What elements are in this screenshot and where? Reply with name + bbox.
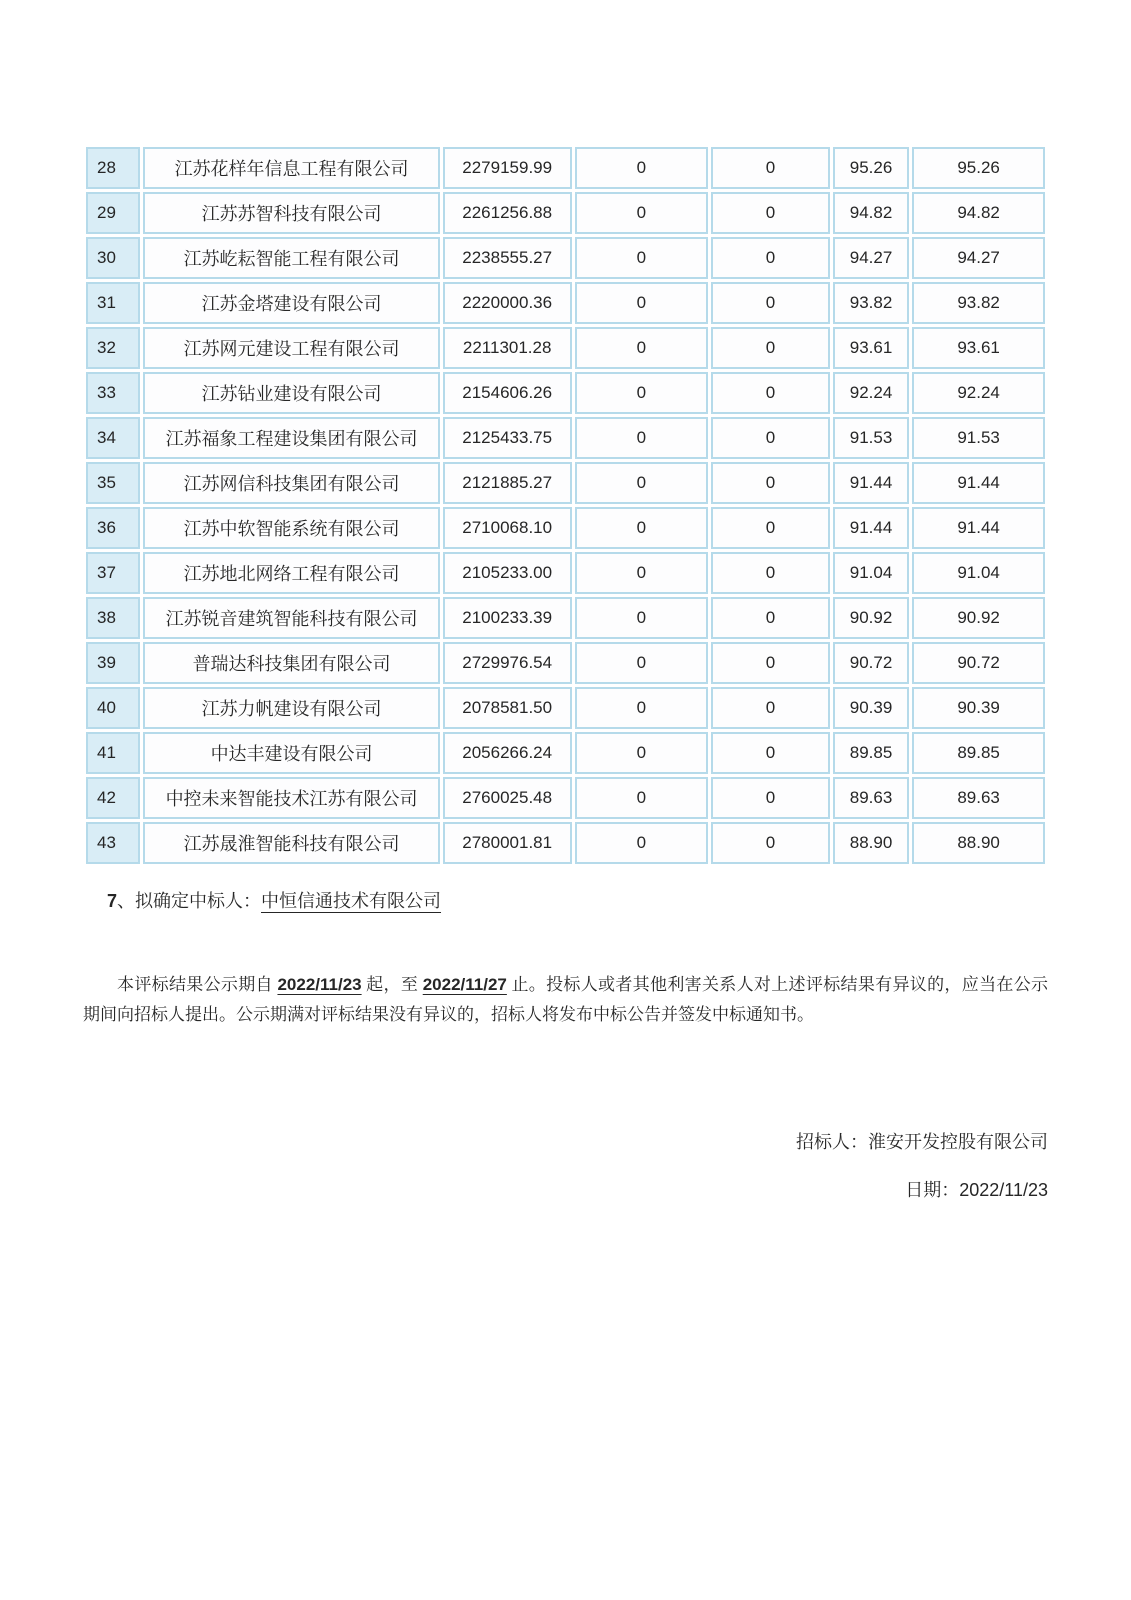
bid-amount-cell: 2121885.27 <box>443 462 572 504</box>
bid-amount-cell: 2154606.26 <box>443 372 572 414</box>
rank-cell: 34 <box>86 417 140 459</box>
company-cell: 江苏锐音建筑智能科技有限公司 <box>143 597 440 639</box>
score-cell: 89.63 <box>833 777 909 819</box>
score-cell: 94.27 <box>833 237 909 279</box>
company-cell: 江苏苏智科技有限公司 <box>143 192 440 234</box>
table-row <box>86 642 1045 684</box>
bid-amount-cell: 2105233.00 <box>443 552 572 594</box>
table-row <box>86 777 1045 819</box>
notice-text-3: 止。投标人或者其他利害关系人对上述评标结果有异议的，应当在公示期间向招标人提出。公示期满对评标结果没有异议的，招标人将发布中标公告并签发中标通知书。 <box>83 975 1049 1024</box>
score-cell: 88.90 <box>833 822 909 864</box>
final-score-cell: 89.85 <box>912 732 1045 774</box>
company-cell: 江苏屹耘智能工程有限公司 <box>143 237 440 279</box>
score-cell: 93.61 <box>833 327 909 369</box>
table-row <box>86 597 1045 639</box>
company-cell: 江苏金塔建设有限公司 <box>143 282 440 324</box>
value-cell-1: 0 <box>575 372 709 414</box>
rank-cell: 29 <box>86 192 140 234</box>
table-row <box>86 732 1045 774</box>
value-cell-1: 0 <box>575 462 709 504</box>
bidder-label: 招标人： <box>796 1132 868 1152</box>
table-row <box>86 507 1045 549</box>
publicity-end-date: 2022/11/27 <box>422 975 507 994</box>
value-cell-2: 0 <box>711 552 830 594</box>
score-cell: 90.92 <box>833 597 909 639</box>
value-cell-1: 0 <box>575 552 709 594</box>
rank-cell: 30 <box>86 237 140 279</box>
value-cell-1: 0 <box>575 777 709 819</box>
score-cell: 92.24 <box>833 372 909 414</box>
value-cell-1: 0 <box>575 642 709 684</box>
rank-cell: 38 <box>86 597 140 639</box>
bid-amount-cell: 2125433.75 <box>443 417 572 459</box>
rank-cell: 28 <box>86 147 140 189</box>
value-cell-2: 0 <box>711 327 830 369</box>
table-row <box>86 192 1045 234</box>
value-cell-1: 0 <box>575 732 709 774</box>
value-cell-2: 0 <box>711 642 830 684</box>
table-row <box>86 822 1045 864</box>
date-label: 日期： <box>905 1180 960 1200</box>
rank-cell: 39 <box>86 642 140 684</box>
score-cell: 90.39 <box>833 687 909 729</box>
bidder-line <box>83 1130 1048 1154</box>
company-cell: 中达丰建设有限公司 <box>143 732 440 774</box>
score-cell: 91.44 <box>833 507 909 549</box>
final-score-cell: 93.61 <box>912 327 1045 369</box>
table-row <box>86 327 1045 369</box>
score-cell: 90.72 <box>833 642 909 684</box>
rank-cell: 31 <box>86 282 140 324</box>
winner-name: 中恒信通技术有限公司 <box>261 891 442 911</box>
bid-amount-cell: 2078581.50 <box>443 687 572 729</box>
date-value: 2022/11/23 <box>959 1180 1048 1200</box>
rank-cell: 43 <box>86 822 140 864</box>
signature-block <box>83 1130 1048 1202</box>
bid-amount-cell: 2261256.88 <box>443 192 572 234</box>
score-cell: 91.04 <box>833 552 909 594</box>
results-table <box>83 144 1048 867</box>
company-cell: 江苏中软智能系统有限公司 <box>143 507 440 549</box>
final-score-cell: 91.04 <box>912 552 1045 594</box>
value-cell-1: 0 <box>575 507 709 549</box>
company-cell: 江苏力帆建设有限公司 <box>143 687 440 729</box>
table-row <box>86 552 1045 594</box>
value-cell-2: 0 <box>711 597 830 639</box>
company-cell: 江苏花样年信息工程有限公司 <box>143 147 440 189</box>
publicity-start-date: 2022/11/23 <box>277 975 362 994</box>
bidder-name: 淮安开发控股有限公司 <box>868 1132 1048 1152</box>
company-cell: 江苏晟淮智能科技有限公司 <box>143 822 440 864</box>
bid-amount-cell: 2760025.48 <box>443 777 572 819</box>
final-score-cell: 91.44 <box>912 462 1045 504</box>
value-cell-1: 0 <box>575 417 709 459</box>
final-score-cell: 91.53 <box>912 417 1045 459</box>
rank-cell: 36 <box>86 507 140 549</box>
bid-amount-cell: 2238555.27 <box>443 237 572 279</box>
final-score-cell: 89.63 <box>912 777 1045 819</box>
value-cell-1: 0 <box>575 687 709 729</box>
bid-amount-cell: 2279159.99 <box>443 147 572 189</box>
company-cell: 江苏福象工程建设集团有限公司 <box>143 417 440 459</box>
value-cell-2: 0 <box>711 237 830 279</box>
final-score-cell: 93.82 <box>912 282 1045 324</box>
rank-cell: 37 <box>86 552 140 594</box>
value-cell-2: 0 <box>711 507 830 549</box>
value-cell-1: 0 <box>575 192 709 234</box>
bid-amount-cell: 2780001.81 <box>443 822 572 864</box>
value-cell-2: 0 <box>711 282 830 324</box>
publicity-notice <box>83 970 1048 1030</box>
company-cell: 江苏网信科技集团有限公司 <box>143 462 440 504</box>
bid-amount-cell: 2220000.36 <box>443 282 572 324</box>
value-cell-1: 0 <box>575 237 709 279</box>
value-cell-1: 0 <box>575 597 709 639</box>
score-cell: 94.82 <box>833 192 909 234</box>
rank-cell: 35 <box>86 462 140 504</box>
table-row <box>86 237 1045 279</box>
final-score-cell: 90.72 <box>912 642 1045 684</box>
table-row <box>86 282 1045 324</box>
company-cell: 中控未来智能技术江苏有限公司 <box>143 777 440 819</box>
table-row <box>86 462 1045 504</box>
notice-text-1: 本评标结果公示期自 <box>117 975 278 994</box>
value-cell-2: 0 <box>711 777 830 819</box>
value-cell-1: 0 <box>575 282 709 324</box>
company-cell: 江苏网元建设工程有限公司 <box>143 327 440 369</box>
section-number: 7 <box>107 891 118 911</box>
date-line <box>83 1178 1048 1202</box>
bid-amount-cell: 2710068.10 <box>443 507 572 549</box>
value-cell-2: 0 <box>711 147 830 189</box>
score-cell: 91.44 <box>833 462 909 504</box>
value-cell-1: 0 <box>575 147 709 189</box>
bid-amount-cell: 2100233.39 <box>443 597 572 639</box>
rank-cell: 32 <box>86 327 140 369</box>
company-cell: 普瑞达科技集团有限公司 <box>143 642 440 684</box>
score-cell: 95.26 <box>833 147 909 189</box>
notice-text-2: 起，至 <box>361 975 423 994</box>
value-cell-1: 0 <box>575 822 709 864</box>
rank-cell: 40 <box>86 687 140 729</box>
value-cell-1: 0 <box>575 327 709 369</box>
final-score-cell: 94.82 <box>912 192 1045 234</box>
bid-amount-cell: 2211301.28 <box>443 327 572 369</box>
score-cell: 89.85 <box>833 732 909 774</box>
final-score-cell: 88.90 <box>912 822 1045 864</box>
value-cell-2: 0 <box>711 462 830 504</box>
final-score-cell: 91.44 <box>912 507 1045 549</box>
final-score-cell: 90.92 <box>912 597 1045 639</box>
value-cell-2: 0 <box>711 192 830 234</box>
final-score-cell: 95.26 <box>912 147 1045 189</box>
table-row <box>86 417 1045 459</box>
bid-amount-cell: 2056266.24 <box>443 732 572 774</box>
bid-amount-cell: 2729976.54 <box>443 642 572 684</box>
score-cell: 91.53 <box>833 417 909 459</box>
company-cell: 江苏钻业建设有限公司 <box>143 372 440 414</box>
table-row <box>86 687 1045 729</box>
value-cell-2: 0 <box>711 687 830 729</box>
value-cell-2: 0 <box>711 372 830 414</box>
final-score-cell: 90.39 <box>912 687 1045 729</box>
table-row <box>86 372 1045 414</box>
results-table-body <box>86 147 1045 864</box>
section-separator: 、 <box>117 891 136 911</box>
table-row <box>86 147 1045 189</box>
score-cell: 93.82 <box>833 282 909 324</box>
rank-cell: 42 <box>86 777 140 819</box>
value-cell-2: 0 <box>711 822 830 864</box>
final-score-cell: 94.27 <box>912 237 1045 279</box>
winner-label: 拟确定中标人： <box>135 891 262 911</box>
rank-cell: 41 <box>86 732 140 774</box>
value-cell-2: 0 <box>711 732 830 774</box>
value-cell-2: 0 <box>711 417 830 459</box>
rank-cell: 33 <box>86 372 140 414</box>
company-cell: 江苏地北网络工程有限公司 <box>143 552 440 594</box>
winner-line <box>107 888 1048 914</box>
document-page <box>83 144 1048 1202</box>
final-score-cell: 92.24 <box>912 372 1045 414</box>
